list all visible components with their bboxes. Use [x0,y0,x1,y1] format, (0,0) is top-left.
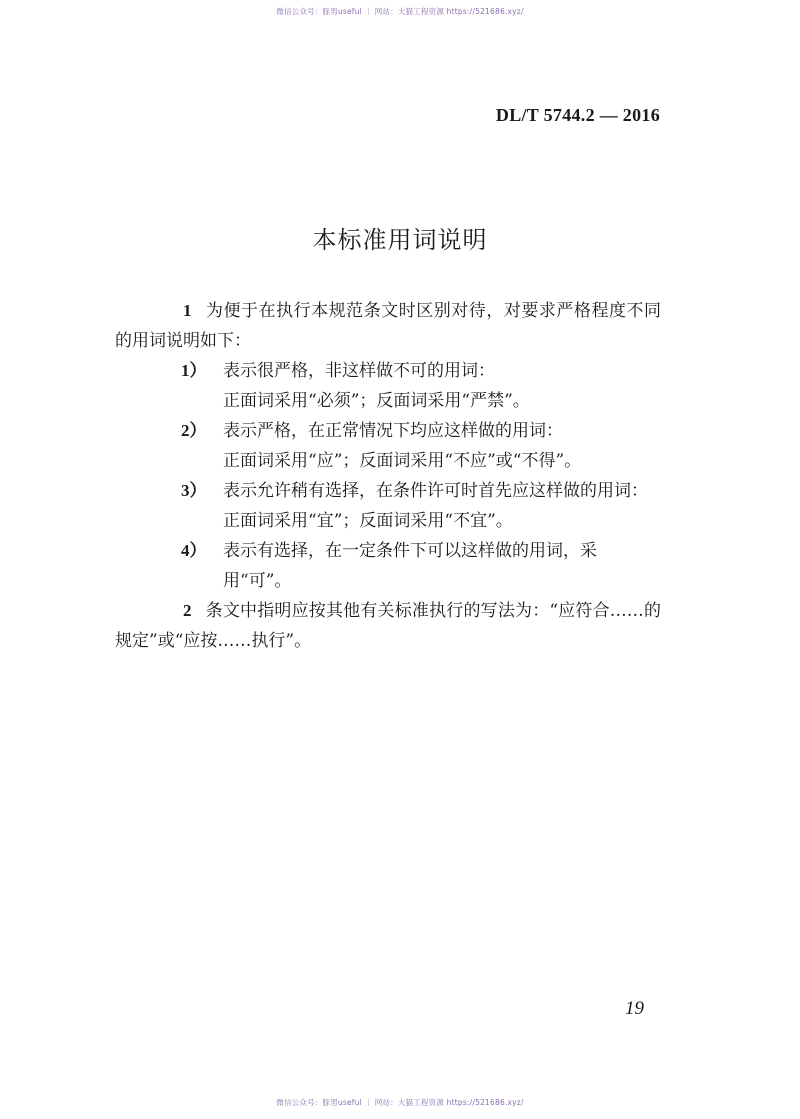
list-item [115,536,661,596]
item-description: 表示允许稍有选择，在条件许可时首先应这样做的用词： [223,481,648,501]
item-description: 表示有选择，在一定条件下可以这样做的用词，采用“可”。 [223,541,597,591]
clause-number: 2 [183,601,192,620]
clause-2 [115,596,661,656]
page-number: 19 [625,998,644,1019]
standard-code: DL/T 5744.2 — 2016 [495,105,660,125]
item-words: 正面词采用“宜”；反面词采用“不宜”。 [223,511,513,531]
item-number: 2） [181,421,207,440]
page-title: 本标准用词说明 [312,226,488,254]
item-description: 表示严格，在正常情况下均应这样做的用词： [223,421,563,441]
clauses-body [115,296,661,656]
watermark-bottom: 微信公众号：豚男useful ｜ 网站：大猫工程资源 https://521686.xyz/ [276,1098,524,1107]
clause-text: 条文中指明应按其他有关标准执行的写法为：“应符合……的规定”或“应按……执行”。 [115,601,661,651]
watermark-top: 微信公众号：豚男useful ｜ 网站：大猫工程资源 https://521686.xyz/ [276,7,524,16]
clause-text: 为便于在执行本规范条文时区别对待，对要求严格程度不同的用词说明如下： [115,301,661,351]
clause-1 [115,296,661,356]
item-number: 4） [181,541,207,560]
clause-number: 1 [183,301,192,320]
item-number: 3） [181,481,207,500]
item-description: 表示很严格，非这样做不可的用词： [223,361,495,381]
list-item [115,476,661,536]
item-number: 1） [181,361,207,380]
list-item [115,416,661,476]
item-words: 正面词采用“应”；反面词采用“不应”或“不得”。 [223,451,582,471]
list-item [115,356,661,416]
item-words: 正面词采用“必须”；反面词采用“严禁”。 [223,391,530,411]
